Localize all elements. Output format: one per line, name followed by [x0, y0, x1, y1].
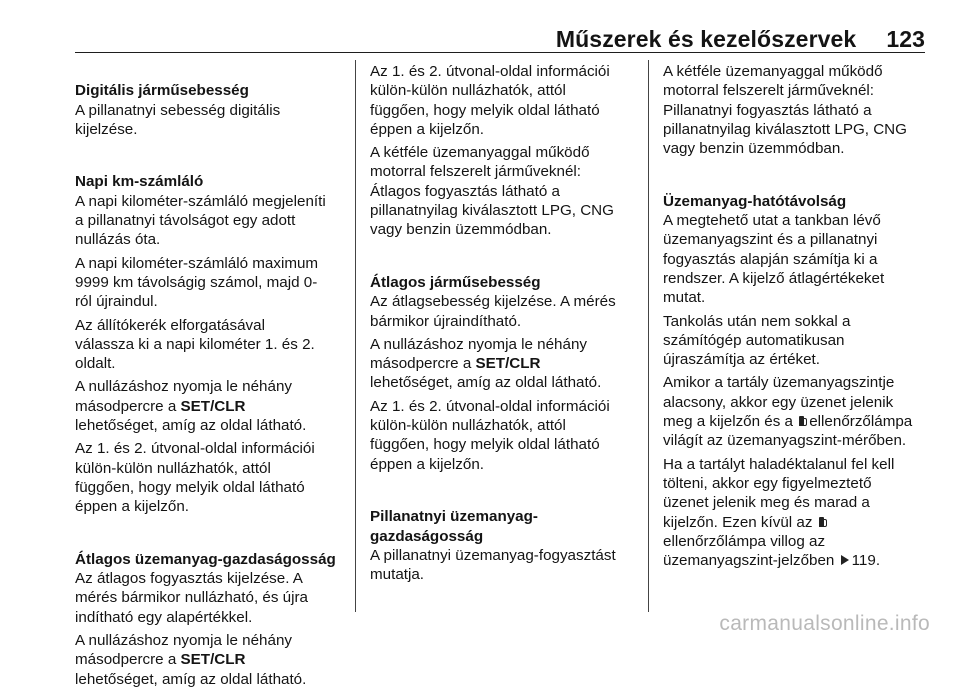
set-clr-label: SET/CLR — [180, 651, 246, 669]
section-digital-speed — [75, 62, 351, 139]
column-divider-2 — [648, 60, 649, 612]
paragraph: Az átlagsebesség kijelzése. A mérés bármikor újraindítható. — [370, 293, 616, 330]
paragraph: A pillanatnyi sebesség digitális kijelzése. — [75, 101, 281, 138]
paragraph: Az átlagos fogyasztás kijelzése. A mérés bármikor nullázható, és újra indítható egy alapértékkel. — [75, 570, 308, 626]
heading-average-fuel-economy: Átlagos üzemanyag-gazdaságosság — [75, 550, 336, 568]
heading-instant-fuel-economy: Pillanatnyi üzemanyag- gazdaságosság — [370, 508, 538, 545]
paragraph: Tankolás után nem sokkal a számítógép automatikusan újraszámítja az értéket. — [663, 312, 851, 369]
page-header — [75, 22, 925, 56]
paragraph-refuel-warning: Ha a tartályt haladéktalanul fel kell tölteni, akkor egy figyelmeztető üzenet jelenik meg és marad a kijelzőn. Ezen kívül az ellenőrzőlámpa villog az üzemanyagszint-jelzőben 119. — [663, 455, 895, 570]
page-number: 123 — [886, 26, 925, 52]
paragraph: A kétféle üzemanyaggal működő motorral felszerelt járműveknél: Átlagos fogyasztás látható a pillanatnyilag kiválasztott LPG, CNG vagy benzin üzemmódban. — [370, 144, 614, 239]
paragraph-reset: A nullázáshoz nyomja le néhány másodpercre a SET/CLR lehetőséget, amíg az oldal látható. — [370, 335, 602, 392]
paragraph: Az 1. és 2. útvonal-oldal információi külön-külön nullázhatók, attól függően, hogy melyik oldal látható éppen a kijelzőn. — [75, 440, 315, 516]
column-3 — [663, 62, 938, 570]
watermark: carmanualsonline.info — [719, 612, 930, 635]
paragraph: A megtehető utat a tankban lévő üzemanyagszint és a pillanatnyi fogyasztás alapján számítja ki a rendszer. A kijelző átlagértékeket mutat. — [663, 212, 885, 307]
column-1 — [75, 62, 351, 689]
header-rule — [75, 52, 925, 53]
column-divider-1 — [355, 60, 356, 612]
paragraph: A napi kilométer-számláló megjeleníti a pillanatnyi távolságot egy adott nullázás óta. — [75, 192, 326, 249]
heading-fuel-range: Üzemanyag-hatótávolság — [663, 192, 847, 210]
heading-trip-odometer: Napi km-számláló — [75, 173, 204, 191]
page-reference: 119. — [851, 552, 881, 570]
paragraph: Az állítókerék elforgatásával válassza ki a napi kilométer 1. és 2. oldalt. — [75, 316, 315, 373]
paragraph: Az 1. és 2. útvonal-oldal információi külön-külön nullázhatók, attól függően, hogy melyik oldal látható éppen a kijelzőn. — [370, 63, 610, 138]
chapter-title: Műszerek és kezelőszervek — [555, 26, 857, 52]
paragraph: A napi kilométer-számláló maximum 9999 km távolságig számol, majd 0- ról újraindul. — [75, 254, 319, 311]
fuel-pump-icon — [799, 415, 807, 427]
section-instant-fuel-economy — [370, 488, 642, 584]
page-reference-arrow-icon — [841, 555, 849, 565]
section-average-fuel-economy — [75, 531, 351, 627]
section-title — [556, 26, 925, 53]
paragraph: A kétféle üzemanyaggal működő motorral felszerelt járműveknél: Pillanatnyi fogyasztás látható a pillanatnyilag kiválasztott LPG, CNG vagy benzin üzemmódban. — [663, 63, 907, 158]
heading-average-speed: Átlagos járműsebesség — [370, 273, 541, 291]
section-trip-odometer — [75, 153, 351, 249]
paragraph-low-fuel: Amikor a tartály üzemanyagszintje alacsony, akkor egy üzenet jelenik meg a kijelzőn és a ellenőrzőlámpa világít az üzemanyagszint-mérőben. — [663, 374, 913, 450]
section-average-speed — [370, 254, 642, 331]
section-fuel-range — [663, 172, 938, 307]
paragraph-reset: A nullázáshoz nyomja le néhány másodpercre a SET/CLR lehetőséget, amíg az oldal látható. — [75, 378, 307, 435]
set-clr-label: SET/CLR — [475, 355, 541, 373]
fuel-pump-icon — [819, 516, 827, 528]
paragraph: Az 1. és 2. útvonal-oldal információi külön-külön nullázhatók, attól függően, hogy melyik oldal látható éppen a kijelzőn. — [370, 397, 610, 473]
column-2 — [370, 62, 642, 584]
paragraph-reset: A nullázáshoz nyomja le néhány másodpercre a SET/CLR lehetőséget, amíg az oldal látható. — [75, 632, 307, 688]
paragraph: A pillanatnyi üzemanyag-fogyasztást mutatja. — [370, 546, 616, 584]
heading-digital-speed: Digitális járműsebesség — [75, 82, 249, 100]
set-clr-label: SET/CLR — [180, 397, 246, 415]
